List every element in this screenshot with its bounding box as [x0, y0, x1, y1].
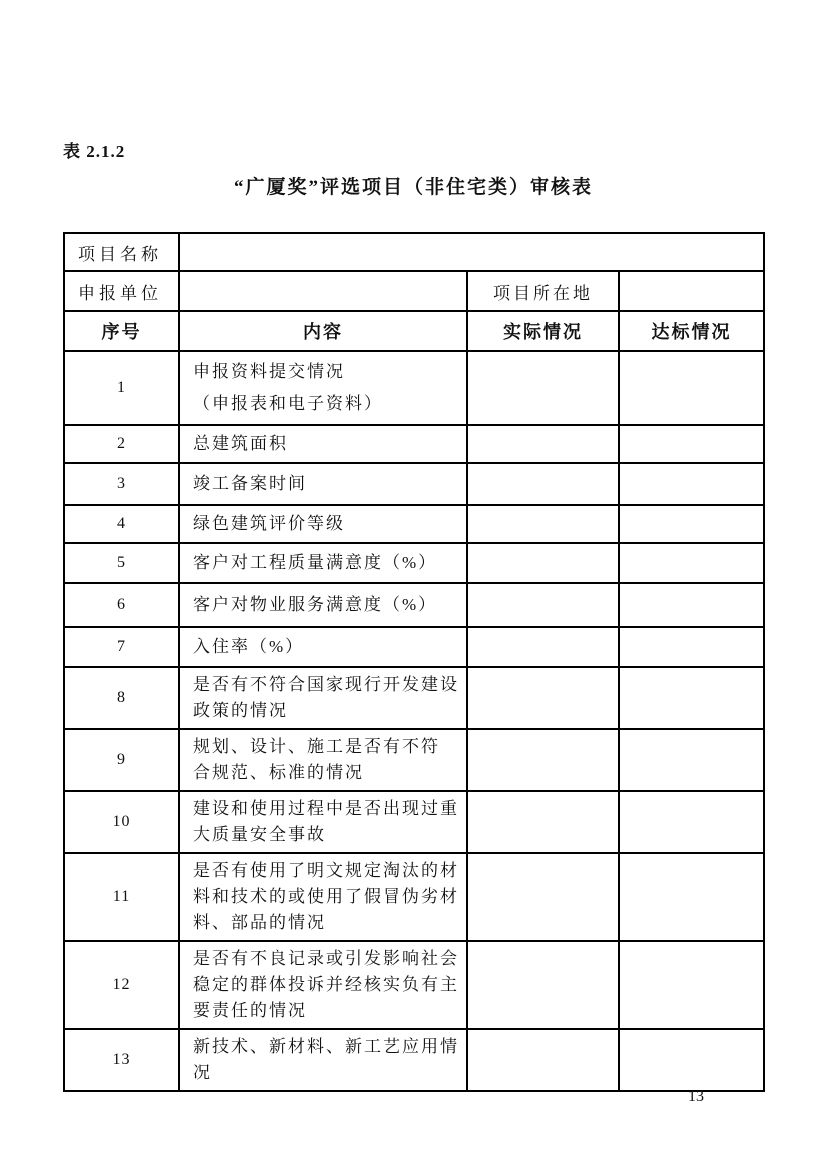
compliance-situation-cell [619, 463, 764, 505]
review-table [63, 232, 765, 1092]
row-number-cell: 5 [64, 543, 179, 583]
row-content-cell [179, 543, 467, 583]
applicant-row [64, 271, 764, 311]
compliance-situation-cell [619, 941, 764, 1029]
content-line: 稳定的群体投诉并经核实负有主 [193, 975, 459, 994]
content-line: 是否有使用了明文规定淘汰的材 [193, 861, 459, 880]
table-row [64, 505, 764, 543]
compliance-situation-cell [619, 583, 764, 627]
row-content-cell [179, 667, 467, 729]
content-line: 申报资料提交情况 [193, 362, 345, 381]
row-content-cell [179, 351, 467, 425]
content-line: 是否有不符合国家现行开发建设 [193, 675, 459, 694]
column-header-content: 内容 [179, 311, 467, 351]
location-value-cell [619, 271, 764, 311]
row-number-cell: 9 [64, 729, 179, 791]
table-row [64, 627, 764, 667]
table-row [64, 583, 764, 627]
row-number-cell: 7 [64, 627, 179, 667]
project-name-value-cell [179, 233, 764, 271]
content-line: 是否有不良记录或引发影响社会 [193, 949, 459, 968]
actual-situation-cell [467, 463, 619, 505]
row-content-cell [179, 627, 467, 667]
applicant-label: 申报单位 [64, 271, 179, 311]
content-line: 政策的情况 [193, 701, 288, 720]
content-line: 建设和使用过程中是否出现过重 [193, 799, 459, 818]
row-content-cell [179, 853, 467, 941]
content-line: 要责任的情况 [193, 1001, 307, 1020]
content-line: 总建筑面积 [193, 434, 288, 453]
actual-situation-cell [467, 351, 619, 425]
table-row [64, 667, 764, 729]
content-line: 料、部品的情况 [193, 913, 326, 932]
actual-situation-cell [467, 729, 619, 791]
column-header-no: 序号 [64, 311, 179, 351]
compliance-situation-cell [619, 505, 764, 543]
column-header-row [64, 311, 764, 351]
row-number-cell: 12 [64, 941, 179, 1029]
content-line: 绿色建筑评价等级 [193, 514, 345, 533]
table-row [64, 543, 764, 583]
row-number-cell: 10 [64, 791, 179, 853]
content-line: 竣工备案时间 [193, 474, 307, 493]
row-content-cell [179, 505, 467, 543]
table-row [64, 853, 764, 941]
compliance-situation-cell [619, 627, 764, 667]
compliance-situation-cell [619, 543, 764, 583]
table-row [64, 729, 764, 791]
row-content-cell [179, 425, 467, 463]
table-row [64, 941, 764, 1029]
meta-rows [64, 233, 764, 351]
applicant-value-cell [179, 271, 467, 311]
actual-situation-cell [467, 1029, 619, 1091]
row-number-cell: 1 [64, 351, 179, 425]
table-number-label: 表 2.1.2 [63, 142, 126, 161]
row-number-cell: 6 [64, 583, 179, 627]
actual-situation-cell [467, 543, 619, 583]
compliance-situation-cell [619, 791, 764, 853]
location-label: 项目所在地 [467, 271, 619, 311]
content-line: 客户对物业服务满意度（%） [193, 595, 438, 614]
actual-situation-cell [467, 791, 619, 853]
row-content-cell [179, 729, 467, 791]
column-header-actual: 实际情况 [467, 311, 619, 351]
actual-situation-cell [467, 583, 619, 627]
row-number-cell: 11 [64, 853, 179, 941]
actual-situation-cell [467, 853, 619, 941]
row-content-cell [179, 791, 467, 853]
actual-situation-cell [467, 667, 619, 729]
content-line: 大质量安全事故 [193, 825, 326, 844]
table-row [64, 791, 764, 853]
content-line: 新技术、新材料、新工艺应用情 [193, 1037, 459, 1056]
content-line: 合规范、标准的情况 [193, 763, 364, 782]
column-header-compliance: 达标情况 [619, 311, 764, 351]
table-row [64, 1029, 764, 1091]
table-row [64, 463, 764, 505]
content-line: 况 [193, 1063, 212, 1082]
compliance-situation-cell [619, 729, 764, 791]
content-line: 料和技术的或使用了假冒伪劣材 [193, 887, 459, 906]
compliance-situation-cell [619, 667, 764, 729]
project-name-label: 项目名称 [64, 233, 179, 271]
compliance-situation-cell [619, 853, 764, 941]
content-line: （申报表和电子资料） [193, 394, 383, 413]
content-line: 客户对工程质量满意度（%） [193, 553, 438, 572]
page-title: “广厦奖”评选项目（非住宅类）审核表 [233, 177, 593, 198]
content-line: 入住率（%） [193, 637, 305, 656]
table-row [64, 351, 764, 425]
row-content-cell [179, 1029, 467, 1091]
review-table-body [64, 351, 764, 1091]
compliance-situation-cell [619, 425, 764, 463]
content-line: 规划、设计、施工是否有不符 [193, 737, 440, 756]
row-number-cell: 3 [64, 463, 179, 505]
actual-situation-cell [467, 505, 619, 543]
row-content-cell [179, 941, 467, 1029]
compliance-situation-cell [619, 1029, 764, 1091]
row-content-cell [179, 583, 467, 627]
actual-situation-cell [467, 941, 619, 1029]
row-number-cell: 2 [64, 425, 179, 463]
actual-situation-cell [467, 627, 619, 667]
page-number: 13 [688, 1088, 704, 1105]
table-row [64, 425, 764, 463]
row-number-cell: 8 [64, 667, 179, 729]
compliance-situation-cell [619, 351, 764, 425]
row-content-cell [179, 463, 467, 505]
project-name-row [64, 233, 764, 271]
row-number-cell: 4 [64, 505, 179, 543]
row-number-cell: 13 [64, 1029, 179, 1091]
actual-situation-cell [467, 425, 619, 463]
